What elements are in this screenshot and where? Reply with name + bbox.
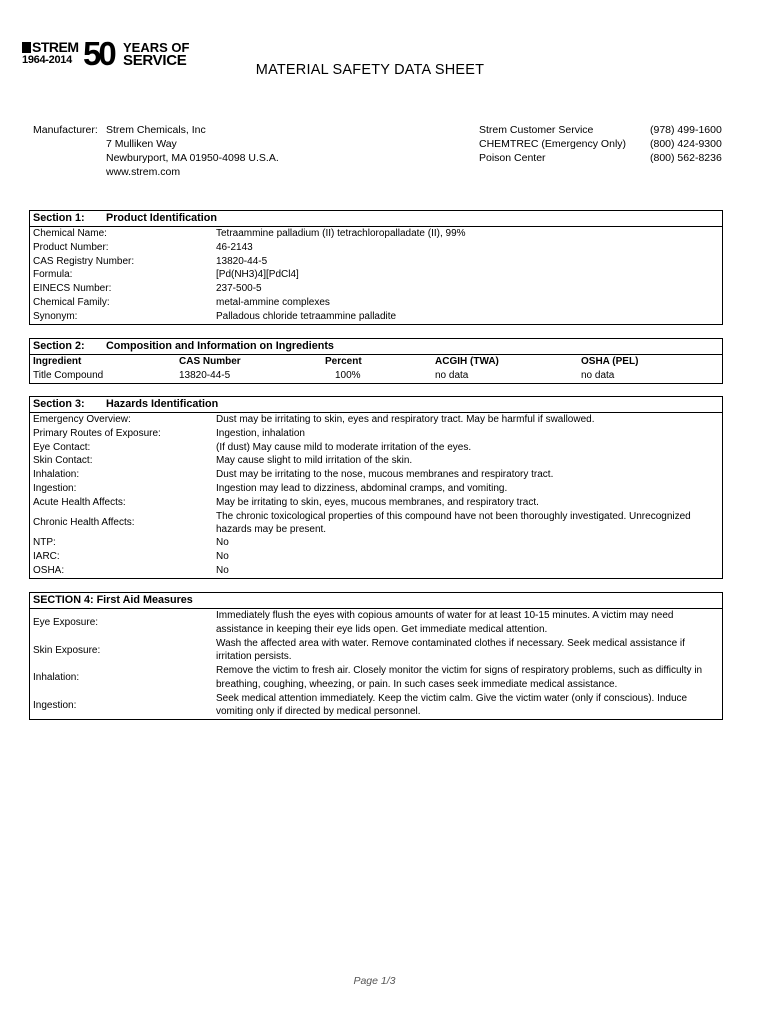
row-value: 13820-44-5 — [216, 255, 268, 267]
row-label: Eye Exposure: — [33, 617, 99, 629]
logo-fifty: 50 — [83, 35, 114, 72]
info-row — [30, 664, 722, 692]
row-value: The chronic toxicological properties of this compound have not been thoroughly investigated. Unrecognized hazards may be present. — [216, 510, 691, 535]
document-title: MATERIAL SAFETY DATA SHEET — [255, 62, 485, 78]
row-value: Tetraammine palladium (II) tetrachloropalladate (II), 99% — [216, 228, 466, 239]
row-label: Emergency Overview: — [33, 414, 131, 425]
row-value: No — [216, 550, 229, 562]
info-row — [30, 441, 722, 455]
section-number: Section 2: — [33, 340, 85, 352]
section-title: SECTION 4: First Aid Measures — [30, 593, 722, 609]
column-header: Ingredient — [33, 356, 82, 367]
section-number: Section 1: — [33, 212, 85, 224]
row-label: Primary Routes of Exposure: — [33, 427, 161, 439]
contact-name: Poison Center — [479, 152, 546, 164]
row-value: Wash the affected area with water. Remove contaminated clothes if necessary. Seek medical assistance if irritation persists. — [216, 637, 685, 663]
row-label: Inhalation: — [33, 469, 80, 481]
info-row — [30, 564, 722, 578]
table-cell: no data — [435, 369, 469, 381]
info-row — [30, 482, 722, 496]
logo-service: SERVICE — [123, 52, 187, 69]
table-header-row — [30, 354, 722, 369]
section-title — [30, 211, 722, 227]
row-label: IARC: — [33, 550, 60, 562]
row-value: Ingestion may lead to dizziness, abdominal cramps, and vomiting. — [216, 482, 508, 494]
info-row — [30, 427, 722, 441]
contact-phones — [650, 123, 722, 165]
info-row — [30, 454, 722, 468]
info-row — [30, 609, 722, 637]
manufacturer-street: 7 Mulliken Way — [106, 138, 177, 150]
section-product-identification — [29, 210, 723, 325]
row-label: Chronic Health Affects: — [33, 516, 135, 528]
row-value: metal-ammine complexes — [216, 296, 330, 308]
row-label: EINECS Number: — [33, 283, 112, 295]
row-label: Ingestion: — [33, 699, 77, 711]
row-label: Eye Contact: — [33, 441, 91, 453]
manufacturer-city: Newburyport, MA 01950-4098 U.S.A. — [106, 152, 279, 164]
info-row — [30, 268, 722, 282]
row-value: [Pd(NH3)4][PdCl4] — [216, 269, 299, 281]
row-label: Inhalation: — [33, 672, 80, 684]
table-cell: Title Compound — [33, 369, 104, 381]
table-cell: no data — [581, 369, 615, 381]
row-value: No — [216, 564, 229, 576]
contact-names — [479, 123, 626, 165]
row-value: Palladous chloride tetraammine palladite — [216, 310, 397, 322]
info-row — [30, 227, 722, 241]
info-row — [30, 296, 722, 310]
row-value: Ingestion, inhalation — [216, 427, 305, 439]
row-value: May be irritating to skin, eyes, mucous membranes, and respiratory tract. — [216, 496, 539, 508]
info-row — [30, 692, 722, 720]
info-row — [30, 496, 722, 510]
manufacturer-website[interactable]: www.strem.com — [106, 166, 181, 178]
logo-brand: STREM — [22, 40, 79, 54]
column-header: CAS Number — [179, 356, 241, 367]
table-cell: 13820-44-5 — [179, 369, 231, 381]
row-label: Chemical Name: — [33, 228, 107, 239]
column-header: Percent — [325, 356, 362, 367]
row-label: NTP: — [33, 537, 56, 549]
row-value: Seek medical attention immediately. Keep the victim calm. Give the victim water (only if conscious). Induce vomiting only if directed by medical personnel. — [216, 692, 688, 718]
info-row — [30, 536, 722, 550]
section-title — [30, 339, 722, 354]
row-value: Remove the victim to fresh air. Closely monitor the victim for signs of respiratory problems, such as difficulty in breathing, coughing, wheezing, or pain. In such cases seek immediate medical assistance. — [216, 665, 703, 690]
manufacturer-address — [106, 123, 279, 179]
section-first-aid — [29, 592, 723, 720]
section-title — [30, 397, 722, 413]
section-heading: Product Identification — [106, 212, 217, 224]
info-row — [30, 255, 722, 269]
row-label: Skin Contact: — [33, 455, 93, 467]
manufacturer-name: Strem Chemicals, Inc — [106, 124, 206, 136]
section-heading: Composition and Information on Ingredients — [106, 340, 334, 352]
info-row — [30, 468, 722, 482]
row-label: OSHA: — [33, 564, 65, 576]
row-label: CAS Registry Number: — [33, 255, 135, 267]
row-value: Dust may be irritating to the nose, mucous membranes and respiratory tract. — [216, 469, 554, 481]
row-value: 237-500-5 — [216, 283, 262, 295]
section-composition — [29, 338, 723, 384]
logo-years-of: YEARS OF — [123, 40, 190, 55]
row-label: Synonym: — [33, 310, 78, 322]
column-header: ACGIH (TWA) — [435, 356, 499, 367]
row-value: No — [216, 537, 229, 549]
info-row — [30, 413, 722, 427]
table-cell: 100% — [335, 369, 361, 381]
row-value: Immediately flush the eyes with copious amounts of water for at least 10-15 minutes. A victim may need assistance in keeping their eye lids open. Get immediate medical attention. — [216, 610, 674, 635]
table-row — [30, 369, 722, 383]
column-header: OSHA (PEL) — [581, 356, 639, 367]
row-value: May cause slight to mild irritation of the skin. — [216, 455, 413, 467]
row-label: Ingestion: — [33, 482, 77, 494]
contact-name: Strem Customer Service — [479, 124, 594, 136]
info-row — [30, 241, 722, 255]
section-number: Section 3: — [33, 398, 85, 410]
info-row — [30, 282, 722, 296]
row-label: Formula: — [33, 269, 73, 281]
contact-phone: (800) 562-8236 — [650, 152, 722, 164]
info-row — [30, 510, 722, 537]
row-value: 46-2143 — [216, 241, 253, 253]
page-number: Page 1/3 — [353, 975, 396, 987]
contact-phone: (800) 424-9300 — [650, 138, 722, 150]
info-row — [30, 550, 722, 564]
row-label: Product Number: — [33, 241, 109, 253]
row-label: Chemical Family: — [33, 296, 110, 308]
manufacturer-label: Manufacturer: — [33, 124, 98, 136]
row-value: Dust may be irritating to skin, eyes and respiratory tract. May be harmful if swallowed. — [216, 414, 595, 425]
logo-years: 1964-2014 — [22, 54, 72, 66]
section-hazards — [29, 396, 723, 579]
section-heading: Hazards Identification — [106, 398, 219, 410]
row-label: Skin Exposure: — [33, 644, 101, 656]
contact-name: CHEMTREC (Emergency Only) — [479, 138, 627, 150]
row-value: (If dust) May cause mild to moderate irritation of the eyes. — [216, 441, 472, 453]
contact-phone: (978) 499-1600 — [650, 124, 722, 136]
info-row — [30, 637, 722, 665]
row-label: Acute Health Affects: — [33, 496, 126, 508]
info-row — [30, 310, 722, 324]
